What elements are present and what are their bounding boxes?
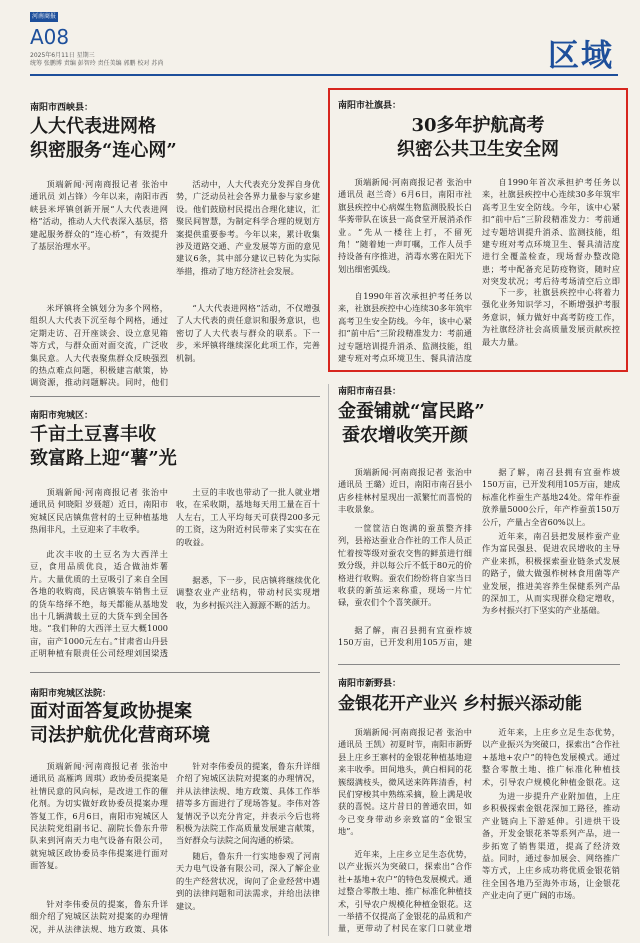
article-xinye-col1 [338, 726, 472, 846]
page-number: A08 [30, 25, 70, 49]
article-potato-headline [30, 423, 320, 471]
article-potato-kicker: 南阳市宛城区： [30, 411, 94, 421]
article-court-col1 [30, 760, 168, 896]
article-sheqi-kicker: 南阳市社旗县： [338, 101, 402, 111]
article-paragraph: 针对李伟委员的提案，鲁东升详细介绍了宛城区法院对提案的办理情况，并从法律法规、地方政策、具体工作举措等多方面进行了现场答复。李伟对答复情况予以充分肯定，并表示今后也将积极为法院工作高质量发展建言献策，当好群众与法院之间沟通的桥梁。 [176, 761, 320, 846]
article-sheqi-col2b [482, 286, 620, 364]
date-line: 2025年6月11日 星期三 [30, 52, 95, 59]
article-paragraph: 针对李伟委员的提案，鲁东升详细介绍了宛城区法院对提案的办理情况，并从法律法规、地方政策、具体 [30, 899, 168, 934]
article-xinye-headline: 金银花开产业兴 乡村振兴添动能 [338, 694, 582, 714]
article-paragraph: 自1990年首次承担护考任务以来，社旗县疾控中心连续30多年筑牢高考卫生安全防线。今年，该中心紧扣“前中后”三阶段精准发力：考前通过专题培训提升消杀、监测技能，组建专班对考点环境卫生、餐具清洁度 [338, 291, 472, 364]
article-sheqi-col1b [338, 290, 472, 364]
headline-line-2: 司法护航优化营商环境 [30, 725, 210, 746]
article-paragraph: 顶端新闻·河南商报记者 张治中 通讯员 赵兰奇）6月6日，南阳市社旗县疾控中心病媒生物监测股股长白华莠带队在该县一高食堂开展消杀作业。“先从一楼往上打，不留死角！”随着她一声叮嘱，工作人员手持设备有序推进，消毒水雾在阳光下划出细密弧线。 [338, 177, 472, 274]
article-court-col2b [176, 850, 320, 936]
article-court-headline [30, 700, 320, 748]
article-nanzhao-headline [338, 400, 618, 448]
article-paragraph: 近年来，上庄乡立足生态优势，以产业振兴为突破口，探索出“合作社+基地+农户”的特色发展模式。通过整合零散土地、推广标准化种植技术，引导农户规模化种植金银花。这一举措不仅提高了金银花的品质和产量，更带动了村民在家门口就业增 [338, 849, 472, 934]
article-xinye-kicker: 南阳市新野县： [338, 679, 402, 689]
headline-line-1: 人大代表进网格 [30, 116, 156, 137]
article-nanzhao-col1 [338, 466, 472, 520]
article-potato-col1b [30, 548, 168, 660]
article-paragraph: 活动中，人大代表充分发挥自身优势，广泛动员社会各界力量参与家乡建设。他们鼓励村民提出合理化建议，汇聚民间智慧，为制定科学合理的规划方案提供重要参考。今年以来，累计收集涉及道路交通、产业发展等方面的意见建议6条，其中部分建议已转化为实际举措，推动了地方经济社会发展。 [176, 179, 320, 276]
section-title: 区域 [548, 38, 614, 74]
article-paragraph: 据了解，南召县拥有宜蚕柞坡150万亩，已开发利用105万亩，建成标准化柞蚕生产基地24处。常年柞蚕放养量5000公斤，年产柞蚕茧150万公斤，产量占全省60%以上。 [482, 467, 620, 527]
article-xinye-col2b [482, 790, 620, 936]
article-sheqi-headline [338, 114, 618, 162]
article-divider [338, 664, 620, 665]
article-paragraph: 近年来，上庄乡立足生态优势，以产业振兴为突破口，探索出“合作社+基地+农户”的特色发展模式。通过整合零散土地、推广标准化种植技术，引导农户规模化种植金银花。这 [482, 727, 620, 787]
article-potato-col2 [176, 486, 320, 572]
article-xixia-col1b [30, 302, 168, 390]
headline-line-2: 致富路上迎“薯”光 [30, 448, 177, 469]
headline-line-2: 织密服务“连心网” [30, 140, 177, 161]
article-paragraph: 顶端新闻·河南商报记者 张治中 通讯员 高雁鸿 周琪）政协委员提案是社情民意的风向标，是改进工作的催化剂。为切实做好政协委员提案办理答复工作，6月6日，南阳市宛城区人民法院党组副书记、副院长鲁东升带队来到河南天力电气设备有限公司，就宛城区政协委员李伟提案进行面对面答复。 [30, 761, 168, 871]
article-paragraph: 据了解，南召县拥有宜蚕柞坡150万亩，已开发利用105万亩，建 [338, 625, 472, 648]
headline-line-1: 30多年护航高考 [411, 115, 545, 136]
article-nanzhao-col2b [482, 530, 620, 650]
article-divider [30, 672, 320, 673]
article-xixia-col2 [176, 178, 320, 302]
article-potato-col2b [176, 574, 320, 660]
article-paragraph: 为进一步提升产业附加值，上庄乡积极探索金银花深加工路径，推动产业链向上下游延伸。引进烘干设备，开发金银花茶等系列产品，进一步拓宽了销售渠道，提高了经济效益。同时，通过参加展会、网络推广等方式，上庄乡成功将优质金银花销往全国各地乃至海外市场，让金银花产业走向了更广阔的市场。 [482, 791, 620, 901]
headline-line-2: 织密公共卫生安全网 [397, 139, 559, 160]
editor-credits: 统筹 张鹏博 责编 彭智玲 责任美编 郭鹏 校对 苏尚 [30, 60, 164, 67]
article-nanzhao-col1c [338, 624, 472, 650]
article-paragraph: 下一步，社旗县疾控中心将着力强化业务知识学习，不断增强护考服务意识，倾力做好中高考防疫工作，为社旗经济社会高质量发展贡献疾控最大力量。 [482, 287, 620, 347]
article-xixia-col1 [30, 178, 168, 302]
masthead-rule [30, 74, 618, 76]
article-divider [30, 396, 320, 397]
article-paragraph: 近年来，南召县把发展柞蚕产业作为富民强县、促进农民增收的主导产业来抓，积极探索蚕业链条式发展的路子，做大做强柞树林食用菌等产业发展，推进美容养生保健系列产品的深加工，从而实现群众稳定增收，为乡村振兴打下坚实的产业基础。 [482, 531, 620, 616]
headline-line-2: 蚕农增收笑开颜 [342, 425, 468, 446]
article-xixia-col2b [176, 302, 320, 364]
article-paragraph: 一筐筐洁白饱满的蚕茧整齐排列，县裕达蚕业合作社的工作人员正忙着按等级对蚕农交售的鲜茧进行细致分级，并以每公斤不低于80元的价格进行收购。蚕农们纷纷将自家当日收获的新茧运来称重，现场一片忙碌，蚕农们个个喜笑颜开。 [338, 523, 472, 608]
headline-line-1: 千亩土豆喜丰收 [30, 424, 156, 445]
headline-line-1: 面对面答复政协提案 [30, 701, 192, 722]
article-sheqi-col2 [482, 176, 620, 286]
article-xinye-col1b [338, 848, 472, 936]
article-paragraph: 随后，鲁东升一行实地参观了河南天力电气设备有限公司，深入了解企业的生产经营状况，询问了企业经营中遇到的法律问题和司法需求，并给出法律建议。 [176, 851, 320, 911]
article-nanzhao-kicker: 南阳市南召县： [338, 387, 402, 397]
article-potato-col1 [30, 486, 168, 548]
article-paragraph: 顶端新闻·河南商报记者 张治中 通讯员 何晓阳 岁聂超）近日，南阳市宛城区民店镇焦营村的土豆种植基地热闹非凡，土豆迎来了丰收季。 [30, 487, 168, 535]
column-divider [328, 384, 329, 936]
newspaper-logo: 河南商报 [31, 13, 56, 20]
article-court-kicker: 南阳市宛城区法院： [30, 689, 112, 699]
article-nanzhao-col1b [338, 522, 472, 622]
article-court-col2 [176, 760, 320, 848]
article-paragraph: 顶端新闻·河南商报记者 张治中 通讯员 刘占锋）今年以来，南阳市西峡县米坪镇创新开展“人大代表进网格”活动，推动人大代表深入基层，搭建起服务群众的“连心桥”，有效提升了基层治理水平。 [30, 179, 168, 252]
article-paragraph: 此次丰收的土豆名为大西洋土豆，食用品质优良，适合做油炸薯片。大量优质的土豆吸引了来自全国各地的收购商，民店镇装车销售土豆的货车络绎不绝，每天都能从基地发出十几辆满载土豆的大货车到全国各地。“我们种的大西洋土豆大概1000亩，亩产1000元左右。”甘肃省山丹县正明种植有限责任公司经理刘国梁透 [30, 549, 168, 659]
article-paragraph: 土豆的丰收也带动了一批人就业增收，在采收期，基地每天用工量在百十人左右，工人平均每天可获得200多元的工资，这为附近村民带来了实实在在的收益。 [176, 487, 320, 547]
article-paragraph: 米坪镇将全镇划分为多个网格，组织人大代表下沉至每个网格，通过定期走访、召开座谈会、设立意见箱等方式，与群众面对面交流，广泛收集民意。人大代表聚焦群众反映强烈的热点难点问题，积极建言献策，协调资源，推动问题解决。同时，他们 [30, 303, 168, 388]
article-xixia-kicker: 南阳市西峡县： [30, 103, 94, 113]
article-court-col1b [30, 898, 168, 936]
article-paragraph: “人大代表进网格”活动，不仅增强了人大代表的责任意识和服务意识，也密切了人大代表与群众的联系。下一步，米坪镇将继续深化此项工作，完善机制。 [176, 303, 320, 363]
article-paragraph: 据悉，下一步，民店镇将继续优化调整农业产业结构，带动村民实现增收，为乡村振兴注入源源不断的活力。 [176, 575, 320, 610]
article-sheqi-col1 [338, 176, 472, 286]
article-xixia-headline [30, 115, 320, 163]
article-xinye-col2 [482, 726, 620, 788]
article-paragraph: 自1990年首次承担护考任务以来，社旗县疾控中心连续30多年筑牢高考卫生安全防线。今年，该中心紧扣“前中后”三阶段精准发力：考前通过专题培训提升消杀、监测技能，组建专班对考点环境卫生、餐具清洁度进行全覆盖检查，现场督办整改隐患；考中配备充足防疫物资，随时应对突发状况；考后待考场清空后立即 [482, 177, 620, 286]
article-paragraph: 顶端新闻·河南商报记者 张治中 通讯员 王凯）初夏时节，南阳市新野县上庄乡王寨村的金银花种植基地迎来丰收季。田间地头，黄白相间的花簇缀满枝头，微风送来阵阵清香，村民们穿梭其中熟练采摘，脸上满是收获的喜悦。这片昔日的普通农田，如今已变身带动乡亲致富的“金银宝地”。 [338, 727, 472, 837]
article-nanzhao-col2 [482, 466, 620, 530]
article-paragraph: 顶端新闻·河南商报记者 张治中 通讯员 王璐）近日，南阳市南召县小店乡桂林村星现出一派繁忙而喜悦的丰收景象。 [338, 467, 472, 515]
headline-line-1: 金蚕铺就“富民路” [338, 401, 485, 422]
